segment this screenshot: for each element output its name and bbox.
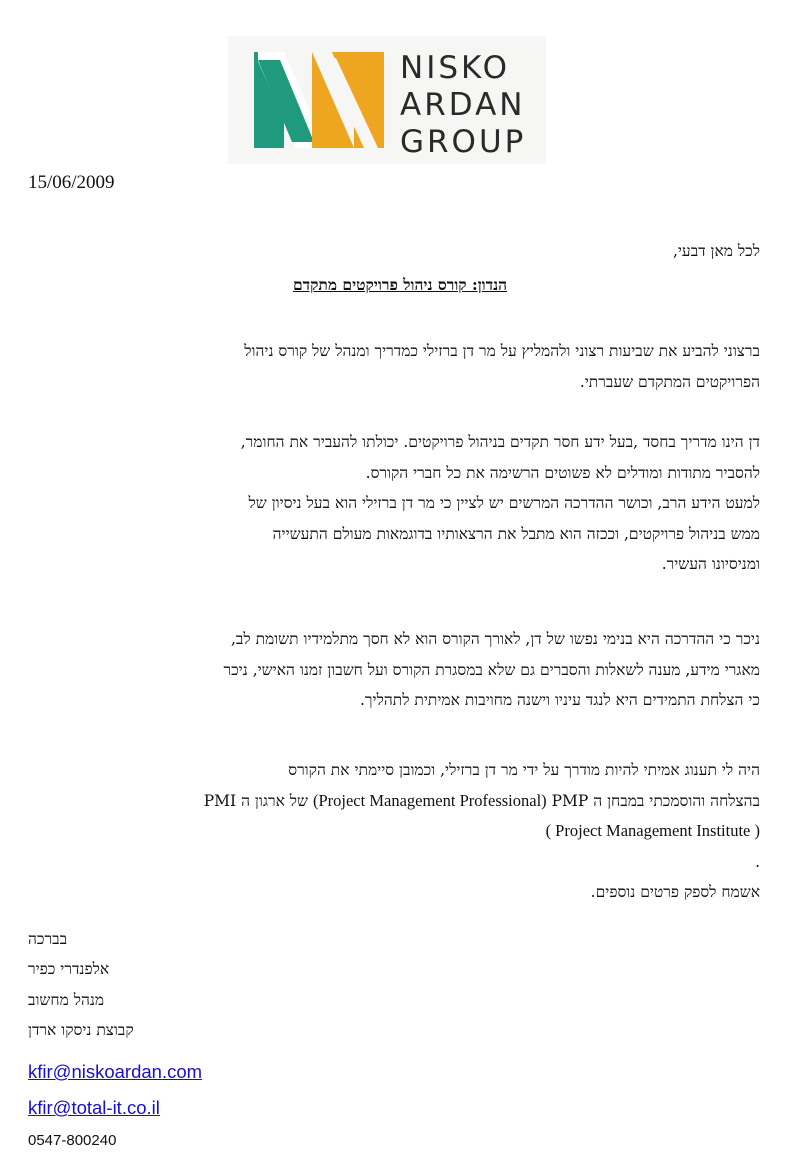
paragraph-line [204, 786, 760, 817]
company-logo [228, 36, 546, 164]
paragraph-3 [223, 624, 760, 716]
paragraph-line: להסביר מתודות ומודלים לא פשוטים הרשימה את כל חברי הקורס. [365, 463, 760, 482]
paragraph-line: ממש בניהול פרויקטים, וככזה הוא מתבל את הרצאותיו בדוגמאות מעולם התעשייה [272, 524, 760, 543]
paragraph-line: הפרויקטים המתקדם שעברתי. [579, 372, 760, 391]
logo-line-1: NISKO [400, 50, 511, 86]
logo-line-2: ARDAN [400, 87, 526, 123]
paragraph-line: היה לי תענוג אמיתי להיות מודרך על ידי מר דן ברזילי, וכמובן סיימתי את הקורס [288, 761, 760, 779]
paragraph-1 [244, 336, 760, 397]
email-link-2[interactable]: kfir@total-it.co.il [28, 1097, 160, 1118]
closing-regards: בברכה [28, 930, 68, 948]
pmi-text: של ארגון ה PMI [203, 791, 309, 810]
logo-wordmark [400, 50, 526, 161]
pmi-expansion: ( Project Management Institute ) [545, 821, 760, 840]
paragraph-line: . [755, 852, 760, 871]
signer-company: קבוצת ניסקו ארדן [28, 1020, 134, 1039]
paragraph-line: למעט הידע הרב, וכושר ההדרכה המרשים יש לציין כי מר דן ברזילי הוא בעל ניסיון של [248, 494, 760, 512]
logo-mark-icon [254, 52, 384, 148]
email-link-1[interactable]: kfir@niskoardan.com [28, 1061, 203, 1082]
pmp-text: בהצלחה והוסמכתי במבחן ה PMP [551, 791, 760, 810]
greeting: לכל מאן דבעי, [672, 242, 760, 260]
paragraph-line: אשמח לספק פרטים נוספים. [590, 883, 760, 901]
paragraph-line: דן הינו מדריך בחסד ,בעל ידע חסר תקדים בניהול פרויקטים. יכולתו להעביר את החומר, [240, 433, 760, 451]
logo-line-3: GROUP [400, 124, 527, 160]
paragraph-2 [241, 427, 760, 580]
signer-name: אלפנדרי כפיר [28, 960, 110, 979]
letter-date: 15/06/2009 [28, 172, 115, 193]
signer-role: מנהל מחשוב [28, 990, 105, 1009]
paragraph-4 [204, 755, 760, 908]
paragraph-line: ברצוני להביע את שביעות רצוני ולהמליץ על מר דן ברזילי כמדריך ומנהל של קורס ניהול [244, 342, 760, 360]
subject-line: הנדון: קורס ניהול פרויקטים מתקדם [292, 275, 508, 294]
paragraph-line: ומניסיונו העשיר. [661, 555, 760, 573]
signature-block [28, 924, 134, 1045]
paragraph-line: מאגרי מידע, מענה לשאלות והסברים גם שלא במסגרת הקורס ועל חשבון זמנו האישי, ניכר [223, 660, 760, 679]
paragraph-line: כי הצלחת התמידים היא לנגד עיניו וישנה מחויבות אמיתית לתהליך. [360, 691, 760, 709]
pmp-expansion: (Project Management Professional) [312, 790, 547, 810]
phone-number: 0547-800240 [28, 1132, 117, 1149]
paragraph-line: ניכר כי ההדרכה היא בנימי נפשו של דן, לאורך הקורס הוא לא חסך מתלמידיו תשומת לב, [231, 630, 760, 648]
